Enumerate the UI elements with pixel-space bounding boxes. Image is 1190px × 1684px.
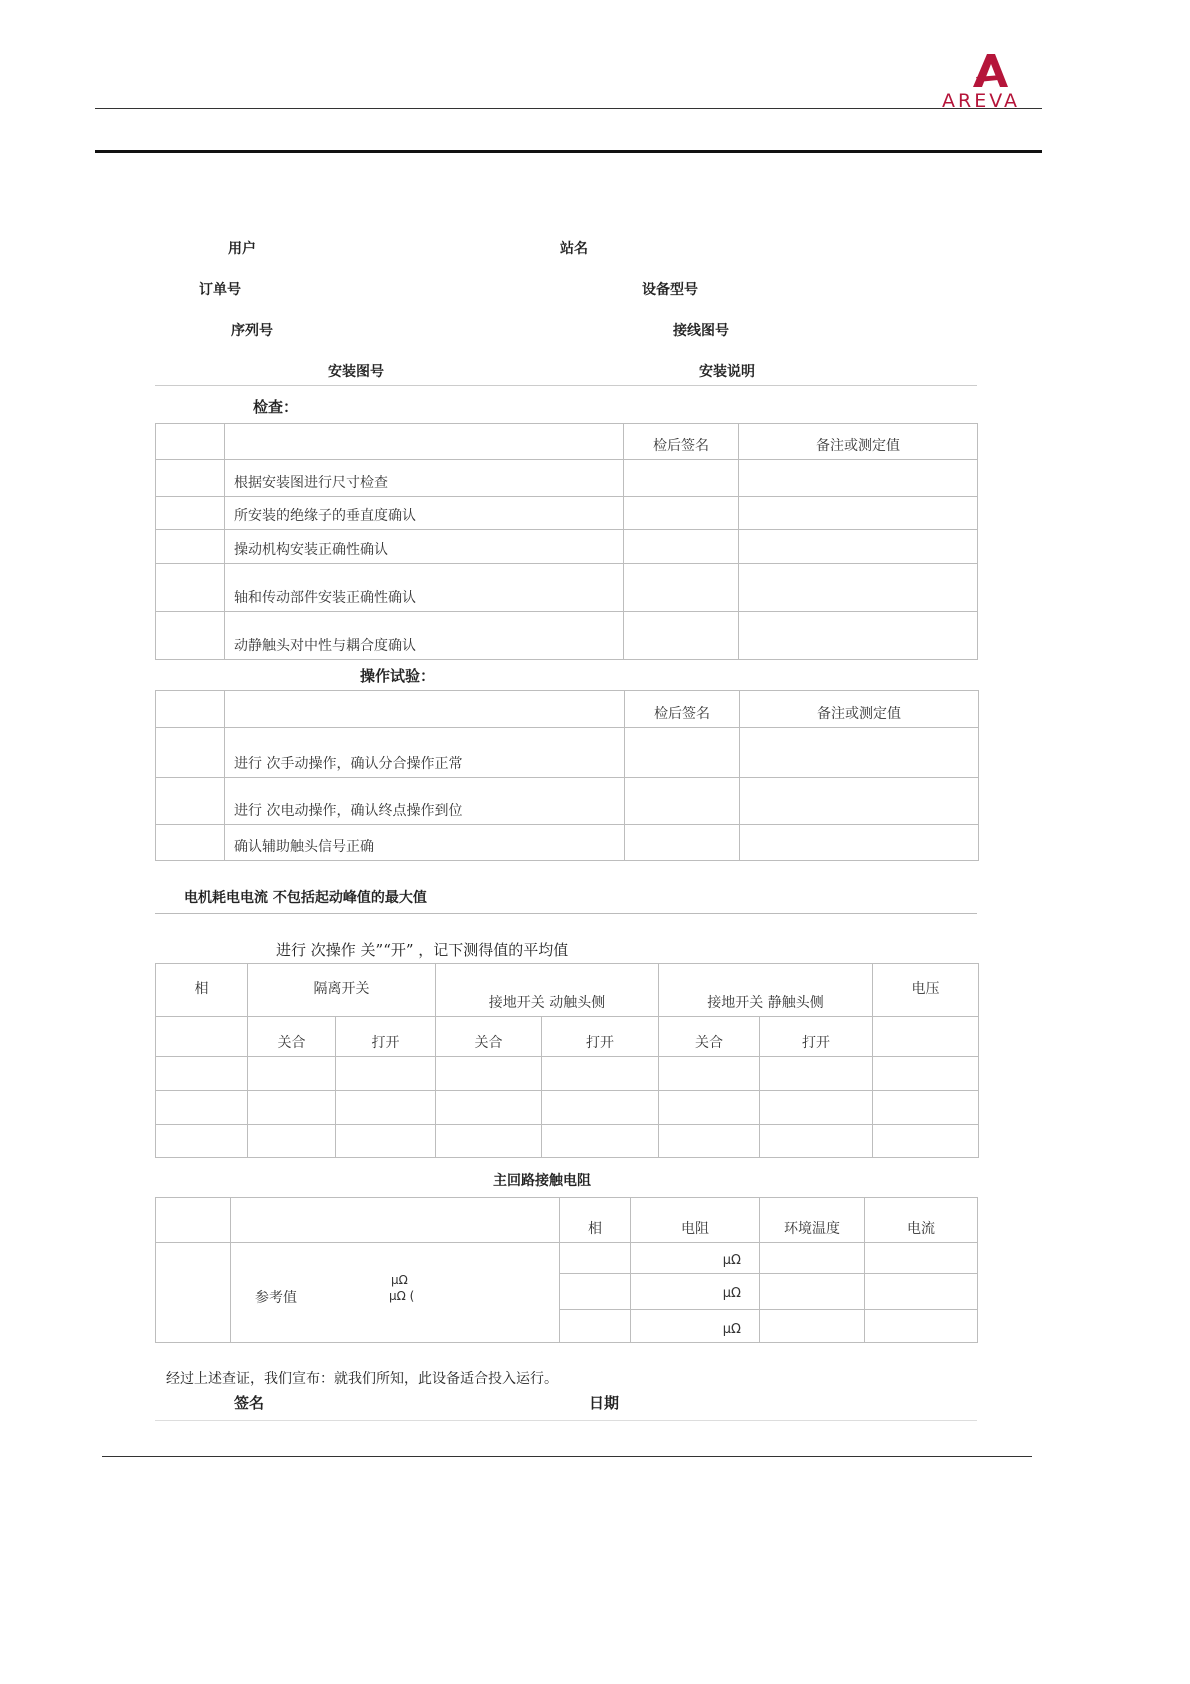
value-cell[interactable] xyxy=(156,1091,248,1125)
table-row xyxy=(156,460,978,497)
value-cell[interactable] xyxy=(659,1091,760,1125)
value-cell[interactable] xyxy=(248,1125,336,1158)
table-row xyxy=(156,728,979,778)
value-cell[interactable] xyxy=(542,1057,659,1091)
operation-test-title: 操作试验： xyxy=(360,667,436,685)
sign-cell[interactable] xyxy=(624,612,739,660)
voltage-header: 电压 xyxy=(873,964,979,1017)
order-no-label: 订单号 xyxy=(199,282,241,298)
inspection-table xyxy=(155,423,978,660)
blank-cell xyxy=(156,1243,231,1343)
temp-cell[interactable] xyxy=(760,1243,865,1274)
blank-cell xyxy=(156,778,225,825)
open-header: 打开 xyxy=(760,1017,873,1057)
blank-cell xyxy=(156,1017,248,1057)
value-cell[interactable] xyxy=(156,1125,248,1158)
ambient-temp-header: 环境温度 xyxy=(760,1198,865,1243)
current-cell[interactable] xyxy=(865,1243,978,1274)
operation-item: 确认辅助触头信号正确 xyxy=(225,825,625,861)
open-header: 打开 xyxy=(542,1017,659,1057)
sign-cell[interactable] xyxy=(624,530,739,564)
value-cell[interactable] xyxy=(873,1125,979,1158)
signature-divider xyxy=(155,1420,977,1421)
open-header: 打开 xyxy=(336,1017,436,1057)
blank-cell xyxy=(156,460,225,497)
resistance-unit: μΩ xyxy=(722,1253,741,1268)
table-row xyxy=(156,778,979,825)
device-model-label: 设备型号 xyxy=(642,282,698,298)
user-label: 用户 xyxy=(228,241,256,257)
inspection-item: 所安装的绝缘子的垂直度确认 xyxy=(225,497,624,530)
sign-cell[interactable] xyxy=(625,728,740,778)
table-header-row xyxy=(156,1198,978,1243)
inspection-item: 操动机构安装正确性确认 xyxy=(225,530,624,564)
resistance-cell[interactable] xyxy=(631,1274,760,1310)
phase-header: 相 xyxy=(156,964,248,1017)
remark-cell[interactable] xyxy=(740,778,979,825)
blank-cell xyxy=(156,825,225,861)
table-row xyxy=(156,497,978,530)
table-row xyxy=(156,612,978,660)
value-cell[interactable] xyxy=(436,1125,542,1158)
remark-cell[interactable] xyxy=(739,497,978,530)
close-header: 关合 xyxy=(659,1017,760,1057)
header-thin-rule xyxy=(95,108,1042,109)
current-cell[interactable] xyxy=(865,1274,978,1310)
operation-test-table xyxy=(155,690,979,861)
table-header-row xyxy=(156,424,978,460)
value-cell[interactable] xyxy=(336,1125,436,1158)
value-cell[interactable] xyxy=(436,1057,542,1091)
sign-cell[interactable] xyxy=(624,564,739,612)
table-row xyxy=(156,1125,979,1158)
value-cell[interactable] xyxy=(873,1091,979,1125)
earthing-fixed-header: 接地开关 静触头侧 xyxy=(659,964,873,1017)
motor-current-divider xyxy=(155,913,977,914)
motor-current-table xyxy=(155,963,979,1158)
blank-cell xyxy=(156,728,225,778)
blank-cell xyxy=(156,530,225,564)
wiring-diagram-label: 接线图号 xyxy=(673,323,729,339)
table-header-row xyxy=(156,964,979,1017)
table-header-row xyxy=(156,691,979,728)
resistance-cell[interactable] xyxy=(631,1310,760,1343)
blank-cell xyxy=(156,612,225,660)
info-divider xyxy=(155,385,977,386)
reference-unit-1: μΩ xyxy=(391,1273,408,1287)
areva-logo-icon xyxy=(940,50,1040,90)
temp-cell[interactable] xyxy=(760,1274,865,1310)
phase-cell[interactable] xyxy=(560,1274,631,1310)
blank-cell xyxy=(873,1017,979,1057)
value-cell[interactable] xyxy=(248,1091,336,1125)
sign-cell[interactable] xyxy=(625,778,740,825)
reference-label: 参考值 xyxy=(255,1290,297,1306)
inspection-item: 根据安装图进行尺寸检查 xyxy=(225,460,624,497)
phase-cell[interactable] xyxy=(560,1243,631,1274)
motor-current-title: 电机耗电电流 不包括起动峰值的最大值 xyxy=(184,890,427,906)
blank-cell xyxy=(225,691,625,728)
remark-header: 备注或测定值 xyxy=(740,691,979,728)
motor-current-instruction: 进行 次操作 关”“开” ，记下测得值的平均值 xyxy=(276,941,569,959)
sign-cell[interactable] xyxy=(624,497,739,530)
remark-header: 备注或测定值 xyxy=(739,424,978,460)
resistance-cell[interactable] xyxy=(631,1243,760,1274)
value-cell[interactable] xyxy=(542,1125,659,1158)
table-row xyxy=(156,564,978,612)
table-row xyxy=(156,1057,979,1091)
sign-header: 检后签名 xyxy=(624,424,739,460)
remark-cell[interactable] xyxy=(739,564,978,612)
close-header: 关合 xyxy=(436,1017,542,1057)
blank-cell xyxy=(156,1198,231,1243)
reference-cell xyxy=(231,1243,560,1343)
blank-cell xyxy=(231,1198,560,1243)
sign-cell[interactable] xyxy=(625,825,740,861)
operation-item: 进行 次电动操作，确认终点操作到位 xyxy=(225,778,625,825)
table-row xyxy=(156,1243,978,1274)
inspection-title: 检查： xyxy=(253,398,299,416)
earthing-moving-header: 接地开关 动触头侧 xyxy=(436,964,659,1017)
remark-cell[interactable] xyxy=(739,530,978,564)
value-cell[interactable] xyxy=(248,1057,336,1091)
value-cell[interactable] xyxy=(873,1057,979,1091)
sign-header: 检后签名 xyxy=(625,691,740,728)
value-cell[interactable] xyxy=(156,1057,248,1091)
blank-cell xyxy=(156,497,225,530)
declaration-text: 经过上述查证，我们宣布：就我们所知，此设备适合投入运行。 xyxy=(166,1371,558,1387)
remark-cell[interactable] xyxy=(740,825,979,861)
footer-rule xyxy=(102,1456,1032,1457)
inspection-item: 轴和传动部件安装正确性确认 xyxy=(225,564,624,612)
operation-item: 进行 次手动操作，确认分合操作正常 xyxy=(225,728,625,778)
current-header: 电流 xyxy=(865,1198,978,1243)
reference-unit-2: μΩ ( xyxy=(389,1289,415,1303)
contact-resistance-table xyxy=(155,1197,978,1343)
close-header: 关合 xyxy=(248,1017,336,1057)
value-cell[interactable] xyxy=(760,1057,873,1091)
disconnector-header: 隔离开关 xyxy=(248,964,436,1017)
resistance-unit: μΩ xyxy=(722,1322,741,1337)
blank-cell xyxy=(156,564,225,612)
signature-label: 签名 xyxy=(234,1394,265,1412)
remark-cell[interactable] xyxy=(739,460,978,497)
resistance-unit: μΩ xyxy=(722,1286,741,1301)
remark-cell[interactable] xyxy=(739,612,978,660)
header-thick-rule xyxy=(95,150,1042,153)
value-cell[interactable] xyxy=(542,1091,659,1125)
current-cell[interactable] xyxy=(865,1310,978,1343)
brand-name: AREVA xyxy=(942,90,1020,112)
blank-cell xyxy=(225,424,624,460)
station-label: 站名 xyxy=(560,241,588,257)
value-cell[interactable] xyxy=(659,1125,760,1158)
contact-resistance-title: 主回路接触电阻 xyxy=(493,1173,591,1189)
install-drawing-label: 安装图号 xyxy=(328,364,384,380)
table-row xyxy=(156,825,979,861)
table-row xyxy=(156,530,978,564)
sign-cell[interactable] xyxy=(624,460,739,497)
table-row xyxy=(156,1091,979,1125)
value-cell[interactable] xyxy=(659,1057,760,1091)
phase-header: 相 xyxy=(560,1198,631,1243)
install-notes-label: 安装说明 xyxy=(699,364,755,380)
inspection-item: 动静触头对中性与耦合度确认 xyxy=(225,612,624,660)
phase-cell[interactable] xyxy=(560,1310,631,1343)
value-cell[interactable] xyxy=(760,1125,873,1158)
temp-cell[interactable] xyxy=(760,1310,865,1343)
areva-logo xyxy=(940,50,1040,112)
remark-cell[interactable] xyxy=(740,728,979,778)
value-cell[interactable] xyxy=(760,1091,873,1125)
value-cell[interactable] xyxy=(336,1057,436,1091)
resistance-header: 电阻 xyxy=(631,1198,760,1243)
date-label: 日期 xyxy=(589,1394,620,1412)
serial-no-label: 序列号 xyxy=(231,323,273,339)
table-subheader-row xyxy=(156,1017,979,1057)
value-cell[interactable] xyxy=(436,1091,542,1125)
value-cell[interactable] xyxy=(336,1091,436,1125)
blank-cell xyxy=(156,424,225,460)
blank-cell xyxy=(156,691,225,728)
